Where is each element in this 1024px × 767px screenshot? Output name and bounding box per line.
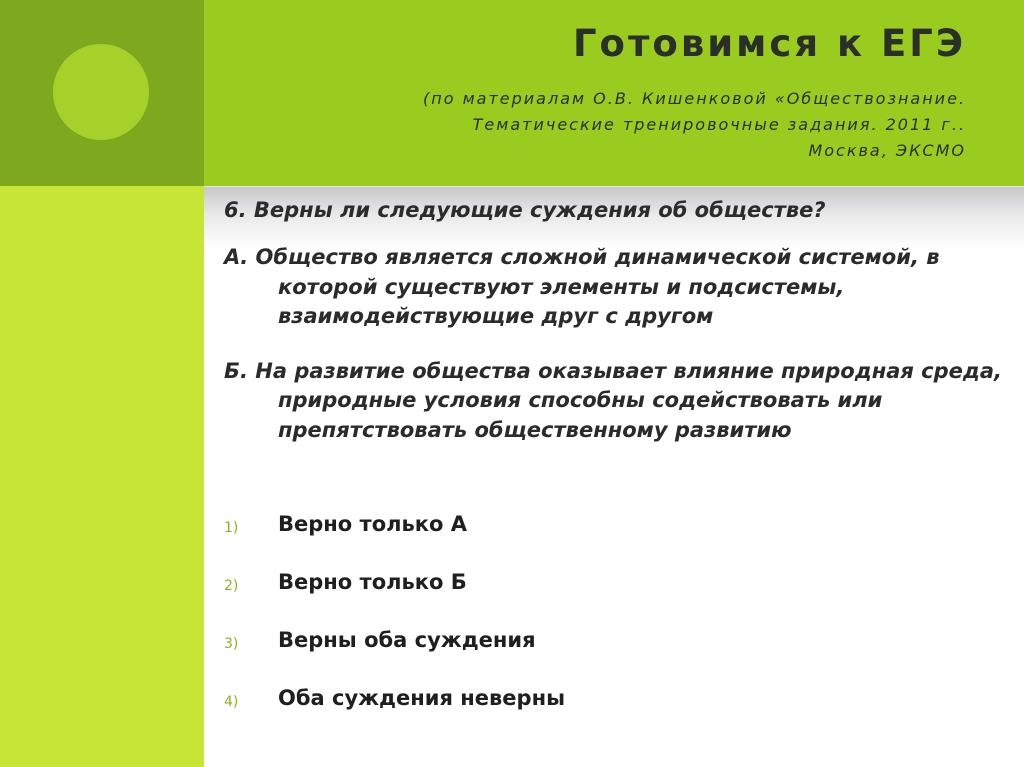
question-block — [224, 195, 1004, 445]
question-text: 6. Верны ли следующие суждения об обществе? — [224, 198, 826, 222]
option-number: 3) — [224, 636, 239, 652]
subtitle-line: (по материалам О.В. Кишенковой «Обществознание. — [423, 89, 966, 108]
decorative-circle — [53, 44, 149, 140]
option-number: 4) — [224, 694, 239, 710]
answer-options — [224, 512, 1004, 744]
subtitle-line: Москва, ЭКСМО — [808, 141, 966, 160]
slide-subtitle — [266, 86, 966, 164]
option-number: 2) — [224, 578, 239, 594]
answer-option — [224, 512, 1004, 570]
option-text: Верно только А — [278, 512, 468, 536]
subtitle-line: Тематические тренировочные задания. 2011 г.. — [472, 115, 966, 134]
answer-option — [224, 686, 1004, 744]
statement-a: А. Общество является сложной динамической системой, в которой существуют элементы и подсистемы, взаимодействующие друг с другом — [224, 245, 940, 328]
corner-block — [0, 0, 204, 186]
option-number: 1) — [224, 520, 239, 536]
side-bar — [0, 186, 204, 767]
slide-title: Готовимся к ЕГЭ — [572, 22, 966, 65]
option-text: Верно только Б — [278, 570, 467, 594]
option-text: Оба суждения неверны — [278, 686, 566, 710]
answer-option — [224, 628, 1004, 686]
answer-option — [224, 570, 1004, 628]
option-text: Верны оба суждения — [278, 628, 536, 652]
statement-b: Б. На развитие общества оказывает влияние природная среда, природные условия способны содействовать или препятствовать общественному развитию — [224, 358, 1002, 442]
